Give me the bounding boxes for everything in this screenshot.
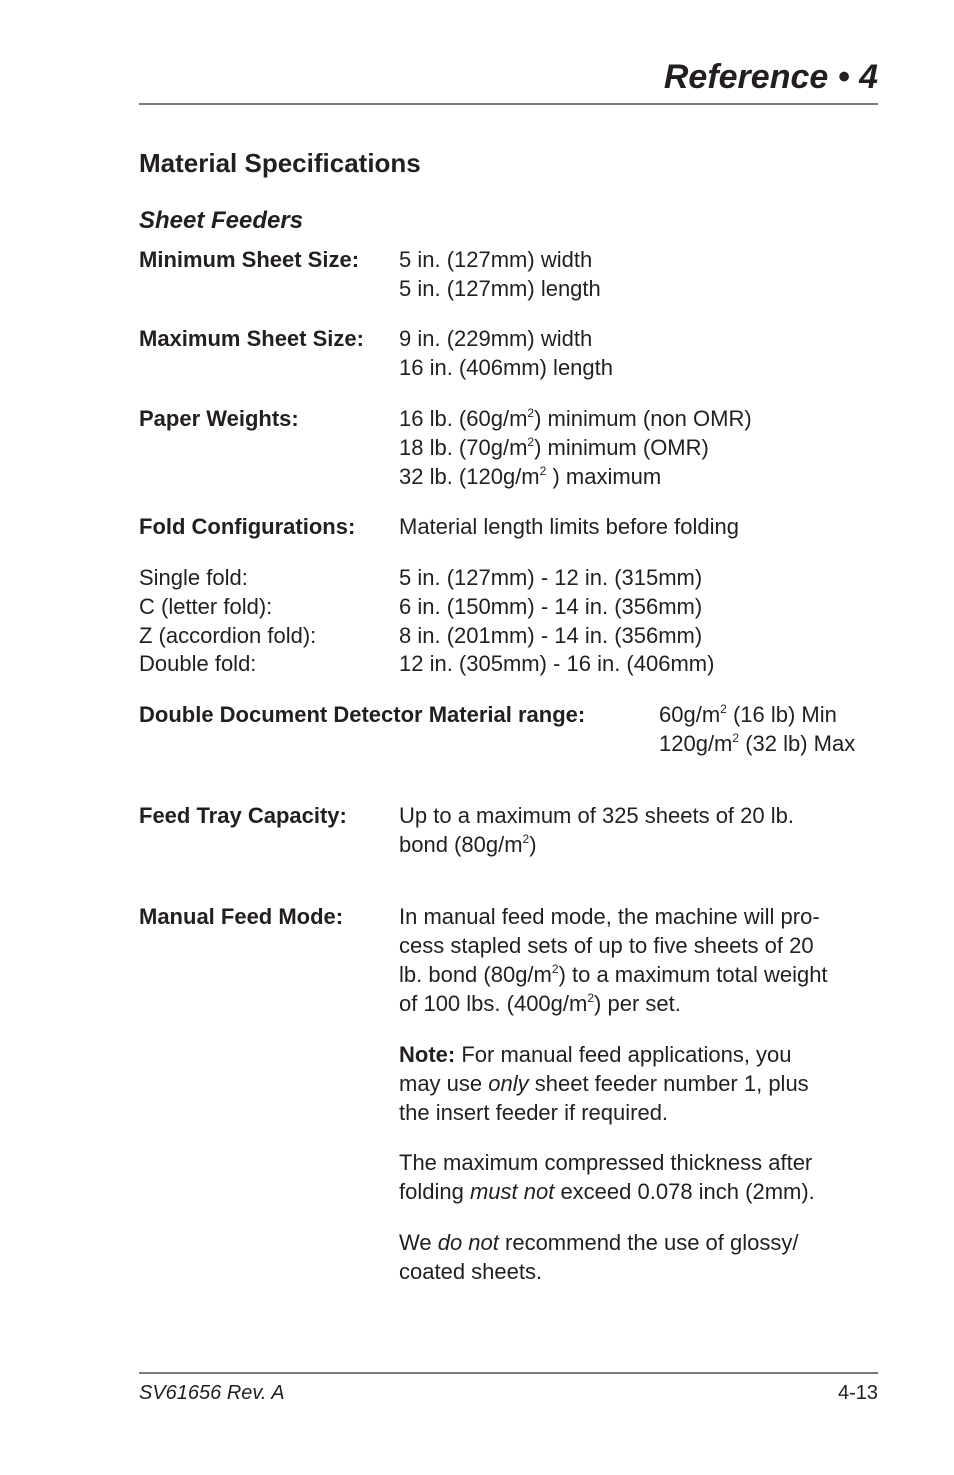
feed-tray-label: Feed Tray Capacity: — [139, 803, 347, 828]
max-sheet-size-width: 9 in. (229mm) width — [399, 326, 593, 351]
min-sheet-size-width: 5 in. (127mm) width — [399, 247, 593, 272]
fold-type-label: Single fold: — [139, 565, 248, 590]
fold-type-range: 6 in. (150mm) - 14 in. (356mm) — [399, 594, 703, 619]
note-label: Note: — [399, 1042, 456, 1067]
section-heading: Material Specifications — [139, 148, 421, 178]
manual-feed-line: In manual feed mode, the machine will pro- — [399, 904, 820, 929]
min-sheet-size-length: 5 in. (127mm) length — [399, 276, 601, 301]
paper-weight-max: 32 lb. ($120g/m^2$ ) maximum — [399, 464, 662, 489]
fold-type-label: Double fold: — [139, 651, 257, 676]
ddd-range-max: $120g/m^2$ (32 lb) Max — [659, 731, 856, 756]
subsection-heading: Sheet Feeders — [139, 207, 304, 234]
thickness-line: The maximum compressed thickness after — [399, 1150, 813, 1175]
page-header-title: Reference • 4 — [663, 58, 878, 96]
footer-divider — [139, 1372, 878, 1374]
feed-tray-value-line: bond $(80g/m^2)$ — [399, 832, 537, 857]
note-line: may use only sheet feeder number 1, plus — [399, 1071, 809, 1096]
manual-feed-label: Manual Feed Mode: — [139, 904, 344, 929]
thickness-line: folding must not exceed 0.078 inch (2mm). — [399, 1179, 815, 1204]
glossy-line: coated sheets. — [399, 1259, 543, 1284]
footer-page-number: 4-13 — [837, 1382, 878, 1404]
footer-doc-id: SV61656 Rev. A — [139, 1382, 285, 1404]
paper-weight-min-non-omr: 16 lb. $(60g/m^2)$ minimum (non OMR) — [399, 406, 752, 431]
ddd-range-label: Double Document Detector Material range: — [139, 702, 586, 727]
fold-type-label: Z (accordion fold): — [139, 623, 317, 648]
min-sheet-size-label: Minimum Sheet Size: — [139, 247, 360, 272]
paper-weights-label: Paper Weights: — [139, 406, 299, 431]
note-line: the insert feeder if required. — [399, 1100, 669, 1125]
max-sheet-size-label: Maximum Sheet Size: — [139, 326, 364, 351]
fold-type-range: 8 in. (201mm) - 14 in. (356mm) — [399, 623, 703, 648]
note-line: Note: For manual feed applications, you — [399, 1042, 792, 1067]
fold-type-range: 5 in. (127mm) - 12 in. (315mm) — [399, 565, 703, 590]
fold-config-value: Material length limits before folding — [399, 514, 739, 539]
glossy-line: We do not recommend the use of glossy/ — [399, 1230, 799, 1255]
fold-type-range: 12 in. (305mm) - 16 in. (406mm) — [399, 651, 715, 676]
manual-feed-line: of 100 lbs. $(400g/m^2)$ per set. — [399, 991, 681, 1016]
max-sheet-size-length: 16 in. (406mm) length — [399, 355, 613, 380]
header-divider — [139, 103, 878, 105]
feed-tray-value-line: Up to a maximum of 325 sheets of 20 lb. — [399, 803, 794, 828]
ddd-range-min: $60g/m^2$ (16 lb) Min — [659, 702, 837, 727]
manual-feed-line: cess stapled sets of up to five sheets of 20 — [399, 933, 814, 958]
fold-config-label: Fold Configurations: — [139, 514, 356, 539]
fold-type-label: C (letter fold): — [139, 594, 273, 619]
paper-weight-min-omr: 18 lb. $(70g/m^2)$ minimum (OMR) — [399, 435, 709, 460]
manual-feed-line: lb. bond $(80g/m^2)$ to a maximum total weight — [399, 962, 828, 987]
